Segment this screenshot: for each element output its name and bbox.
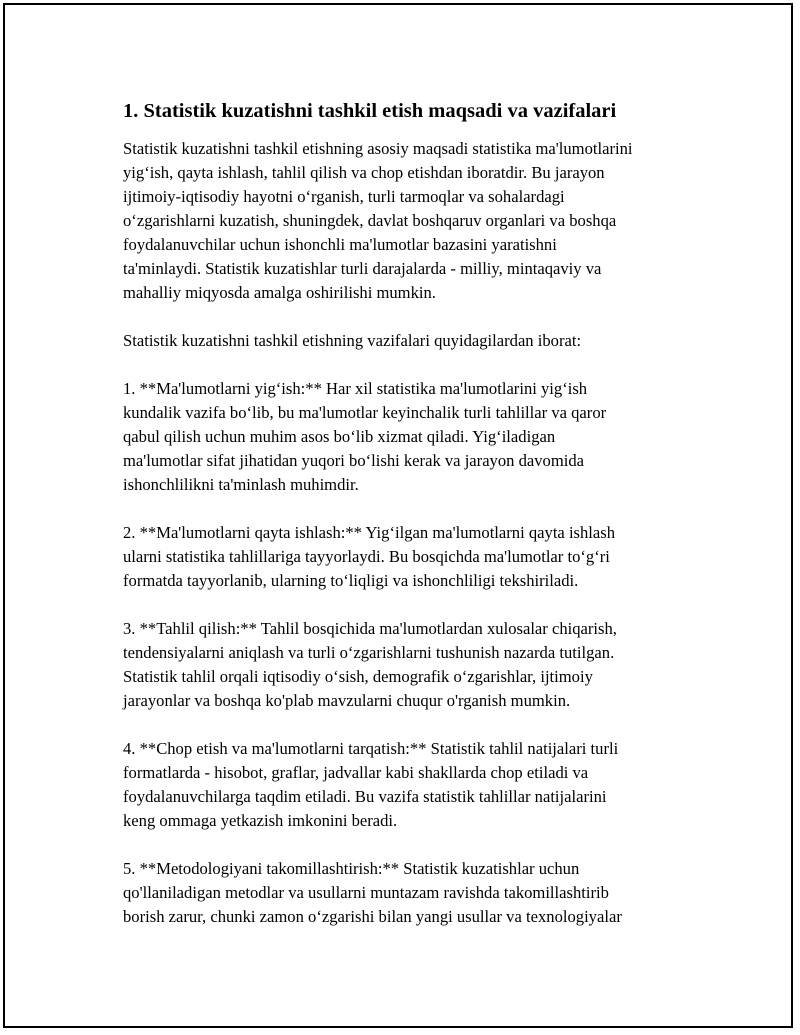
task-item-publishing: 4. **Chop etish va ma'lumotlarni tarqatish:** Statistik tahlil natijalari turli formatlarda - hisobot, graflar, jadvallar kabi shakllarda chop etiladi va foydalanuvchilarga taqdim etiladi. Bu vazifa statistik tahlillar natijalarini keng ommaga yetkazish imkonini beradi.	[123, 739, 619, 830]
task-item-methodology: 5. **Metodologiyani takomillashtirish:** Statistik kuzatishlar uchun qo'llaniladigan metodlar va usullarni muntazam ravishda takomillashtirib borish zarur, chunki zamon o‘zgarishi bilan yangi usullar va texnologiyalar	[123, 859, 622, 926]
document-body	[123, 97, 713, 953]
intro-paragraph: Statistik kuzatishni tashkil etishning asosiy maqsadi statistika ma'lumotlarini yig‘ish, qayta ishlash, tahlil qilish va chop etishdan iboratdir. Bu jarayon ijtimoiy-iqtisodiy hayotni o‘rganish, turli tarmoqlar va sohalardagi o‘zgarishlarni kuzatish, shuningdek, davlat boshqaruv organlari va boshqa foydalanuvchilar uchun ishonchli ma'lumotlar bazasini yaratishni ta'minlaydi. Statistik kuzatishlar turli darajalarda - milliy, mintaqaviy va mahalliy miqyosda amalga oshirilishi mumkin.	[123, 139, 633, 302]
tasks-intro-paragraph: Statistik kuzatishni tashkil etishning vazifalari quyidagilardan iborat:	[123, 331, 582, 350]
task-item-processing: 2. **Ma'lumotlarni qayta ishlash:** Yig‘ilgan ma'lumotlarni qayta ishlash ularni statistika tahlillariga tayyorlaydi. Bu bosqichda ma'lumotlar to‘g‘ri formatda tayyorlanib, ularning to‘liqligi va ishonchliligi tekshiriladi.	[123, 523, 616, 590]
page-frame	[3, 3, 793, 1028]
section-heading: 1. Statistik kuzatishni tashkil etish maqsadi va vazifalari	[123, 100, 617, 122]
task-item-analysis: 3. **Tahlil qilish:** Tahlil bosqichida ma'lumotlardan xulosalar chiqarish, tendensiyalarni aniqlash va turli o‘zgarishlarni tushunish nazarda tutilgan. Statistik tahlil orqali iqtisodiy o‘sish, demografik o‘zgarishlar, ijtimoiy jarayonlar va boshqa ko'plab mavzularni chuqur o'rganish mumkin.	[123, 619, 617, 710]
task-item-collection: 1. **Ma'lumotlarni yig‘ish:** Har xil statistika ma'lumotlarini yig‘ish kundalik vazifa bo‘lib, bu ma'lumotlar keyinchalik turli tahlillar va qaror qabul qilish uchun muhim asos bo‘lib xizmat qiladi. Yig‘iladigan ma'lumotlar sifat jihatidan yuqori bo‘lishi kerak va jarayon davomida ishonchlilikni ta'minlash muhimdir.	[123, 379, 607, 494]
